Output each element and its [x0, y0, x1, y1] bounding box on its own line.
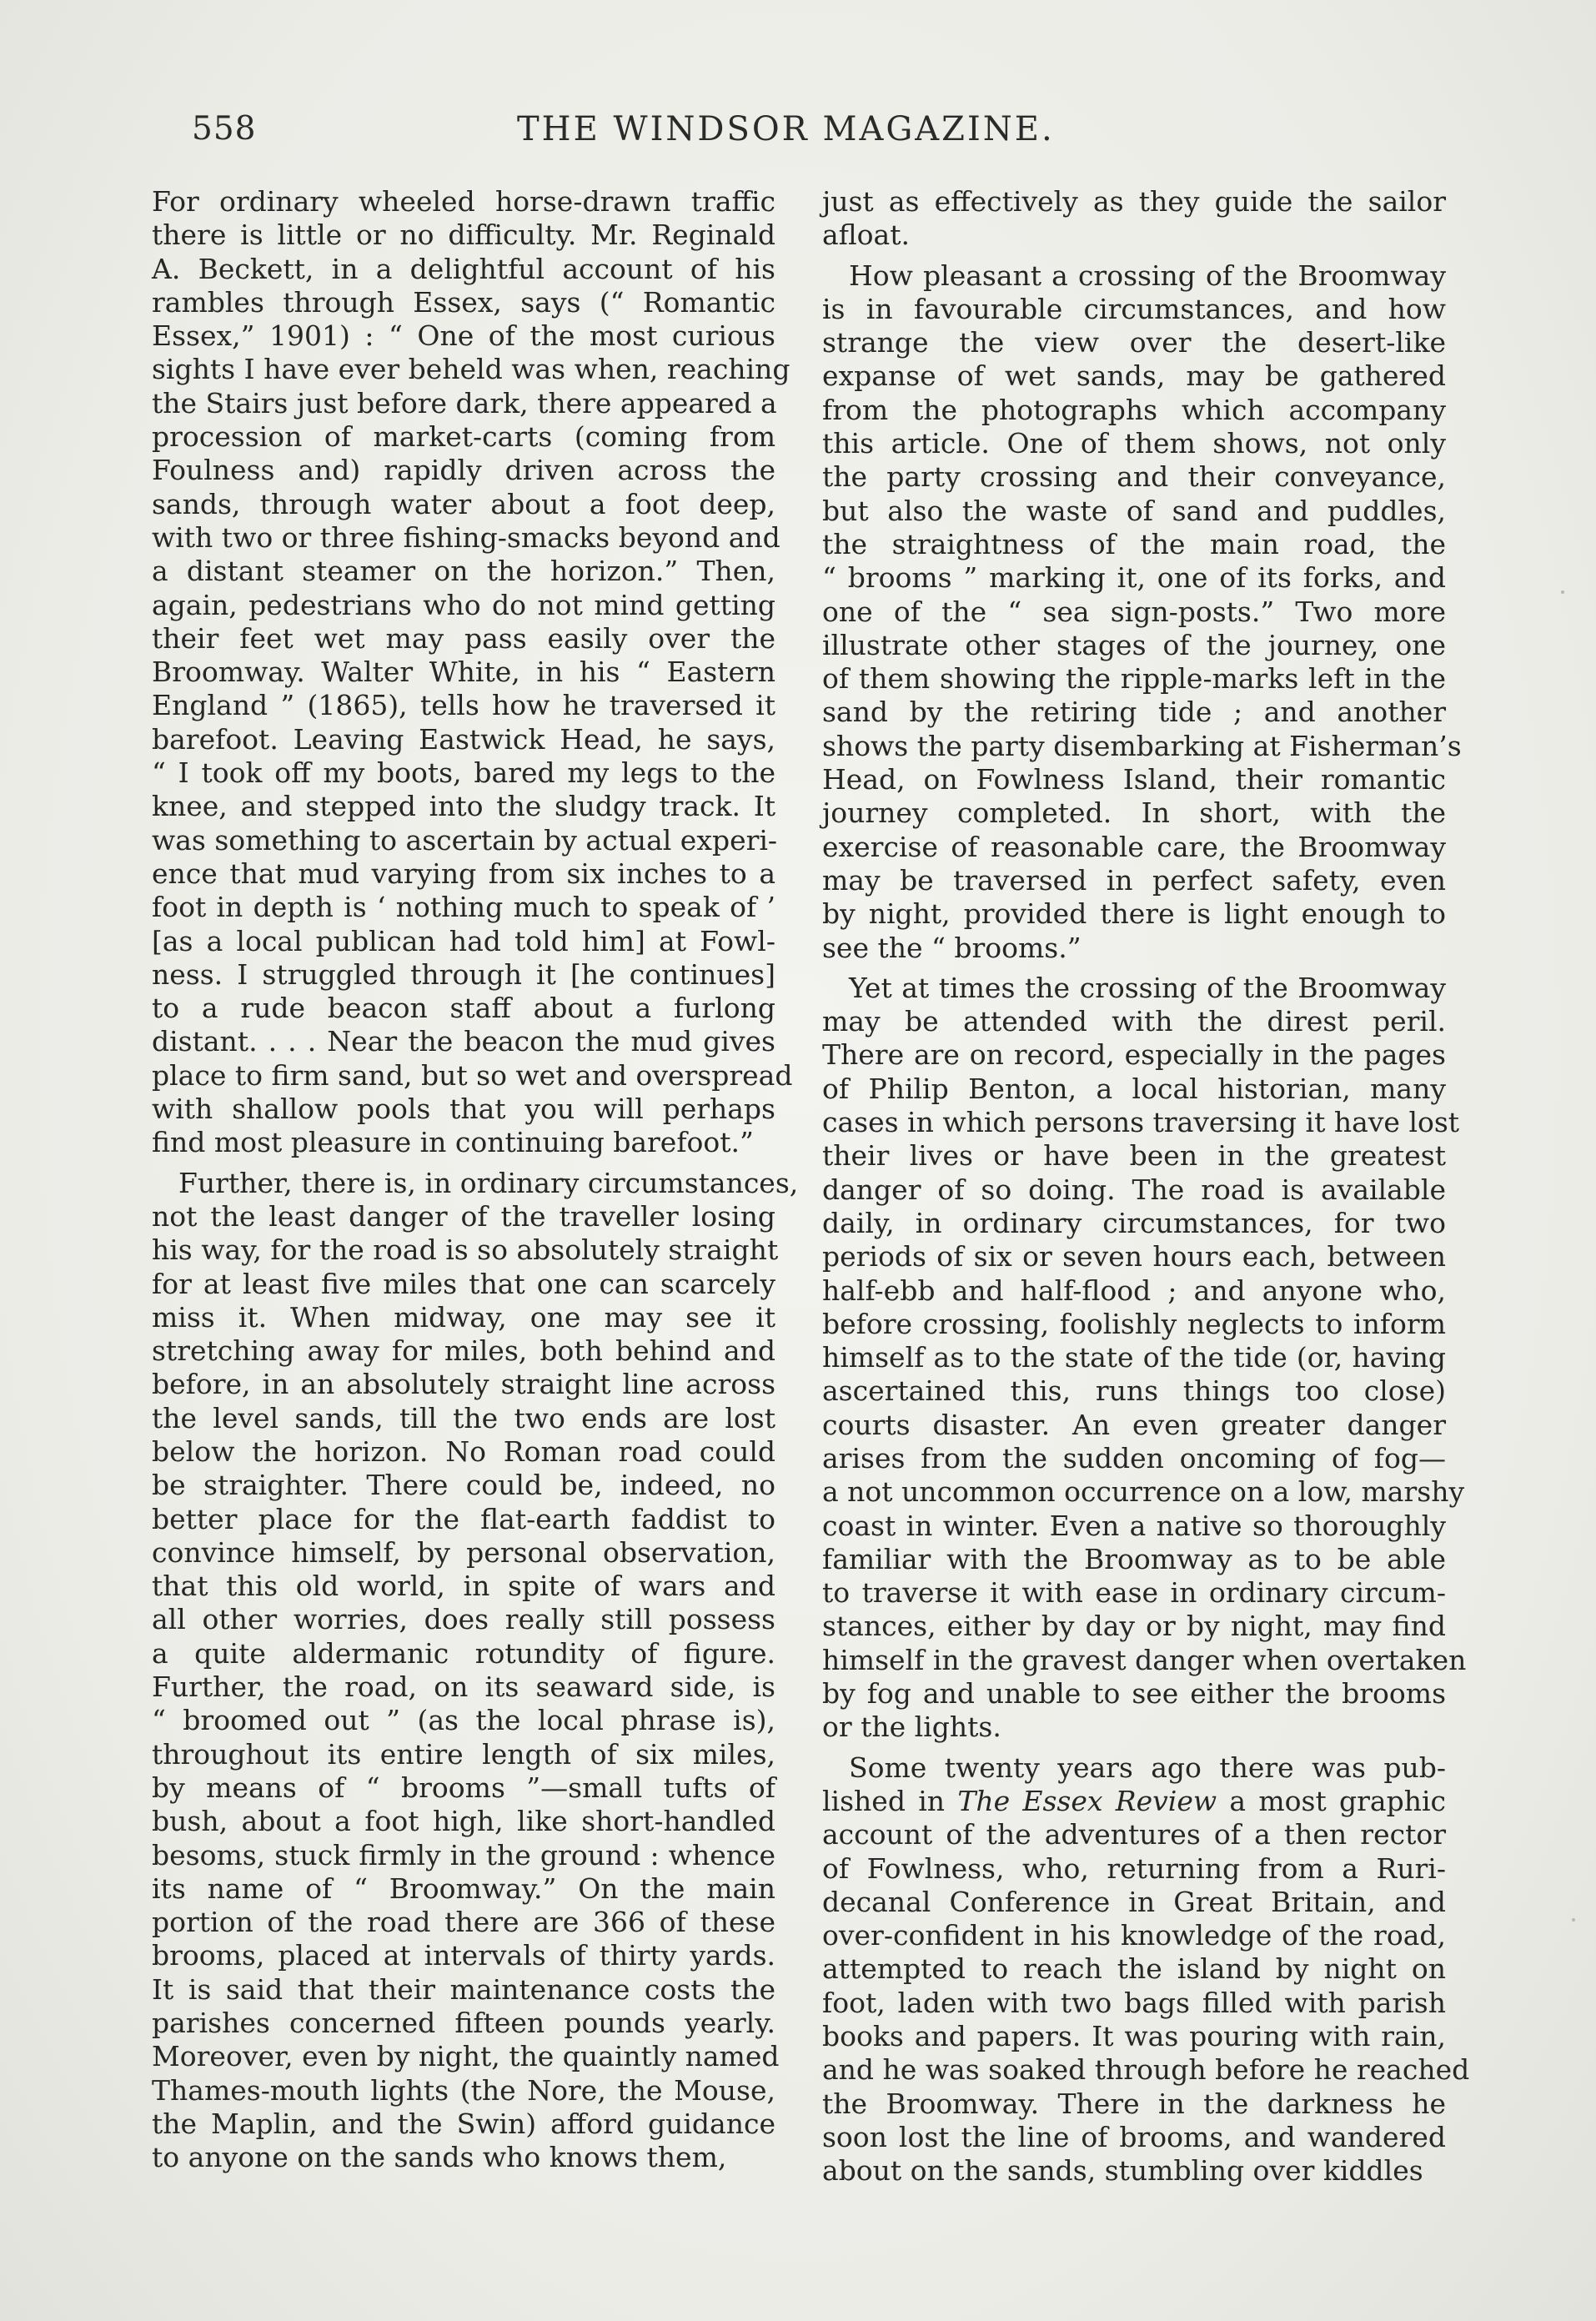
- text-line: attempted to reach the island by night on: [822, 1952, 1446, 1986]
- text-line: cases in which persons traversing it have lost: [822, 1106, 1460, 1139]
- text-line: strange the view over the desert-like: [822, 326, 1446, 359]
- text-line: coast in winter. Even a native so thoroughly: [822, 1509, 1446, 1542]
- text-line: the Stairs just before dark, there appeared a: [152, 386, 777, 419]
- text-line: periods of six or seven hours each, between: [822, 1240, 1446, 1274]
- text-line: “ I took off my boots, bared my legs to the: [152, 756, 775, 790]
- text-line: sands, through water about a foot deep,: [152, 487, 775, 520]
- text-line: was something to ascertain by actual experi-: [152, 823, 778, 857]
- text-line: decanal Conference in Great Britain, and: [822, 1885, 1446, 1918]
- text-line: procession of market-carts (coming from: [152, 420, 775, 454]
- text-line: see the “ brooms.”: [822, 931, 1082, 964]
- text-line: a quite aldermanic rotundity of figure.: [152, 1636, 775, 1670]
- text-line: Broomway. Walter White, in his “ Eastern: [152, 656, 775, 689]
- page-number: 558: [192, 110, 257, 148]
- paragraph-gap: [152, 1160, 775, 1167]
- text-line: throughout its entire length of six miles,: [152, 1737, 775, 1771]
- text-line: better place for the flat-earth faddist to: [152, 1502, 775, 1535]
- text-line: lished in The Essex Review a most graphic: [822, 1784, 1446, 1817]
- text-line: arises from the sudden oncoming of fog—: [822, 1441, 1446, 1474]
- text-line: courts disaster. An even greater danger: [822, 1408, 1446, 1441]
- text-line: distant. . . . Near the beacon the mud gives: [152, 1025, 775, 1058]
- page-header: [150, 110, 1451, 160]
- text-line: “ brooms ” marking it, one of its forks, and: [822, 561, 1446, 595]
- text-line: himself in the gravest danger when overtaken: [822, 1643, 1467, 1676]
- text-line: England ” (1865), tells how he traversed it: [152, 689, 775, 722]
- text-line: Head, on Fowlness Island, their romantic: [822, 763, 1446, 796]
- text-line: the party crossing and their conveyance,: [822, 460, 1446, 494]
- text-line: besoms, stuck firmly in the ground : whence: [152, 1838, 775, 1871]
- text-line: Some twenty years ago there was pub-: [849, 1751, 1446, 1784]
- text-line: for at least five miles that one can scarcely: [152, 1267, 775, 1300]
- running-title: THE WINDSOR MAGAZINE.: [517, 110, 1055, 148]
- text-line: all other worries, does really still possess: [152, 1603, 775, 1636]
- text-line: again, pedestrians who do not mind getting: [152, 588, 775, 621]
- text-line: illustrate other stages of the journey, one: [822, 628, 1446, 661]
- text-line: may be attended with the direst peril.: [822, 1005, 1446, 1038]
- text-line: find most pleasure in continuing barefoot.”: [152, 1126, 754, 1159]
- text-line: journey completed. In short, with the: [822, 796, 1446, 830]
- text-line: this article. One of them shows, not only: [822, 427, 1446, 460]
- text-line: Further, there is, in ordinary circumstances,: [178, 1166, 799, 1199]
- text-line: himself as to the state of the tide (or, having: [822, 1341, 1446, 1374]
- text-line: danger of so doing. The road is available: [822, 1173, 1446, 1206]
- text-line: is in favourable circumstances, and how: [822, 292, 1446, 325]
- text-line: afloat.: [822, 219, 910, 252]
- text-line: place to firm sand, but so wet and overspread: [152, 1058, 793, 1092]
- text-line: foot, laden with two bags filled with parish: [822, 1986, 1446, 2019]
- text-line: the Broomway. There in the darkness he: [822, 2087, 1446, 2120]
- text-line: with shallow pools that you will perhaps: [152, 1093, 775, 1126]
- text-line: or the lights.: [822, 1711, 1001, 1744]
- text-line: that this old world, in spite of wars and: [152, 1570, 775, 1603]
- text-line: account of the adventures of a then rector: [822, 1818, 1446, 1851]
- text-line: half-ebb and half-flood ; and anyone who,: [822, 1274, 1446, 1307]
- paragraph-gap: [822, 965, 1446, 972]
- text-line: For ordinary wheeled horse-drawn traffic: [152, 185, 775, 218]
- scan-speck: [1561, 590, 1564, 594]
- text-line: ence that mud varying from six inches to a: [152, 857, 775, 890]
- text-line: miss it. When midway, one may see it: [152, 1300, 775, 1334]
- text-line: a not uncommon occurrence on a low, marshy: [822, 1475, 1465, 1509]
- text-line: knee, and stepped into the sludgy track. It: [152, 790, 775, 823]
- text-line: of Fowlness, who, returning from a Ruri-: [822, 1851, 1446, 1885]
- text-line: to a rude beacon staff about a furlong: [152, 992, 775, 1025]
- text-line: parishes concerned fifteen pounds yearly.: [152, 2007, 775, 2040]
- text-line: with two or three fishing-smacks beyond and: [152, 520, 780, 554]
- text-line: the Maplin, and the Swin) afford guidance: [152, 2107, 775, 2140]
- text-line: of them showing the ripple-marks left in the: [822, 662, 1446, 696]
- text-line: ness. I struggled through it [he continues]: [152, 957, 775, 991]
- text-line: not the least danger of the traveller losing: [152, 1199, 775, 1233]
- text-line: a distant steamer on the horizon.” Then,: [152, 555, 775, 588]
- text-line: but also the waste of sand and puddles,: [822, 494, 1446, 527]
- left-text-column: [152, 185, 799, 2175]
- text-line: to anyone on the sands who knows them,: [152, 2141, 727, 2174]
- paragraph-gap: [822, 1745, 1446, 1751]
- text-line: to traverse it with ease in ordinary circum-: [822, 1576, 1446, 1610]
- text-line: Foulness and) rapidly driven across the: [152, 454, 775, 487]
- text-line: Thames-mouth lights (the Nore, the Mouse,: [152, 2073, 775, 2107]
- text-line: Moreover, even by night, the quaintly named: [152, 2040, 780, 2073]
- text-line: [as a local publican had told him] at Fowl-: [152, 924, 775, 957]
- text-line: ascertained this, runs things too close): [822, 1374, 1446, 1408]
- text-line: the straightness of the main road, the: [822, 527, 1446, 560]
- text-line: his way, for the road is so absolutely straight: [152, 1233, 779, 1267]
- text-line: rambles through Essex, says (“ Romantic: [152, 285, 775, 319]
- text-line: daily, in ordinary circumstances, for two: [822, 1206, 1446, 1239]
- text-line: below the horizon. No Roman road could: [152, 1434, 775, 1468]
- text-line: may be traversed in perfect safety, even: [822, 863, 1446, 897]
- text-line: It is said that their maintenance costs the: [152, 1972, 775, 2006]
- periodical-title: The Essex Review: [957, 1784, 1217, 1817]
- text-line: Further, the road, on its seaward side, is: [152, 1670, 775, 1704]
- text-line: its name of “ Broomway.” On the main: [152, 1871, 775, 1905]
- text-line: their feet wet may pass easily over the: [152, 621, 775, 655]
- scan-speck: [1572, 1918, 1575, 1922]
- text-line: familiar with the Broomway as to be able: [822, 1542, 1446, 1575]
- text-line: from the photographs which accompany: [822, 393, 1446, 426]
- text-line: bush, about a foot high, like short-handled: [152, 1805, 775, 1838]
- text-line: by night, provided there is light enough to: [822, 897, 1446, 931]
- text-line: Yet at times the crossing of the Broomway: [849, 971, 1446, 1004]
- text-line: There are on record, especially in the pages: [822, 1038, 1446, 1072]
- text-line: books and papers. It was pouring with rain,: [822, 2020, 1446, 2053]
- text-line: exercise of reasonable care, the Broomway: [822, 830, 1446, 863]
- text-line: one of the “ sea sign-posts.” Two more: [822, 595, 1446, 628]
- text-line: the level sands, till the two ends are lost: [152, 1401, 775, 1434]
- text-line: over-confident in his knowledge of the road,: [822, 1919, 1446, 1952]
- text-line: stances, either by day or by night, may find: [822, 1610, 1446, 1643]
- text-line: How pleasant a crossing of the Broomway: [849, 259, 1446, 292]
- text-line: foot in depth is ‘ nothing much to speak of ’: [152, 891, 775, 924]
- text-line: convince himself, by personal observation,: [152, 1535, 775, 1569]
- text-line: expanse of wet sands, may be gathered: [822, 359, 1446, 393]
- text-line: be straighter. There could be, indeed, no: [152, 1469, 775, 1502]
- text-line: sand by the retiring tide ; and another: [822, 696, 1446, 729]
- text-line: there is little or no difficulty. Mr. Reginald: [152, 219, 775, 252]
- text-line: soon lost the line of brooms, and wandered: [822, 2120, 1446, 2153]
- text-line: portion of the road there are 366 of these: [152, 1906, 775, 1939]
- text-line: brooms, placed at intervals of thirty yards.: [152, 1939, 775, 1972]
- text-line: about on the sands, stumbling over kiddles: [822, 2154, 1423, 2188]
- text-line: just as effectively as they guide the sailor: [822, 185, 1446, 218]
- text-line: barefoot. Leaving Eastwick Head, he says,: [152, 722, 775, 756]
- text-line: stretching away for miles, both behind and: [152, 1334, 775, 1368]
- text-line: and he was soaked through before he reached: [822, 2053, 1470, 2087]
- text-line: shows the party disembarking at Fisherman’s: [822, 729, 1462, 762]
- text-line: by means of “ brooms ”—small tufts of: [152, 1771, 775, 1804]
- text-line: before crossing, foolishly neglects to inform: [822, 1307, 1446, 1340]
- text-line: sights I have ever beheld was when, reaching: [152, 353, 790, 386]
- text-line: before, in an absolutely straight line across: [152, 1368, 775, 1401]
- text-line: “ broomed out ” (as the local phrase is),: [152, 1704, 775, 1737]
- text-line: by fog and unable to see either the brooms: [822, 1677, 1446, 1711]
- paragraph-gap: [822, 253, 1446, 259]
- right-text-column: [822, 185, 1470, 2188]
- text-line: Essex,” 1901) : “ One of the most curious: [152, 319, 775, 353]
- text-line: A. Beckett, in a delightful account of his: [152, 252, 775, 285]
- text-line: their lives or have been in the greatest: [822, 1139, 1446, 1173]
- text-line: of Philip Benton, a local historian, many: [822, 1072, 1446, 1105]
